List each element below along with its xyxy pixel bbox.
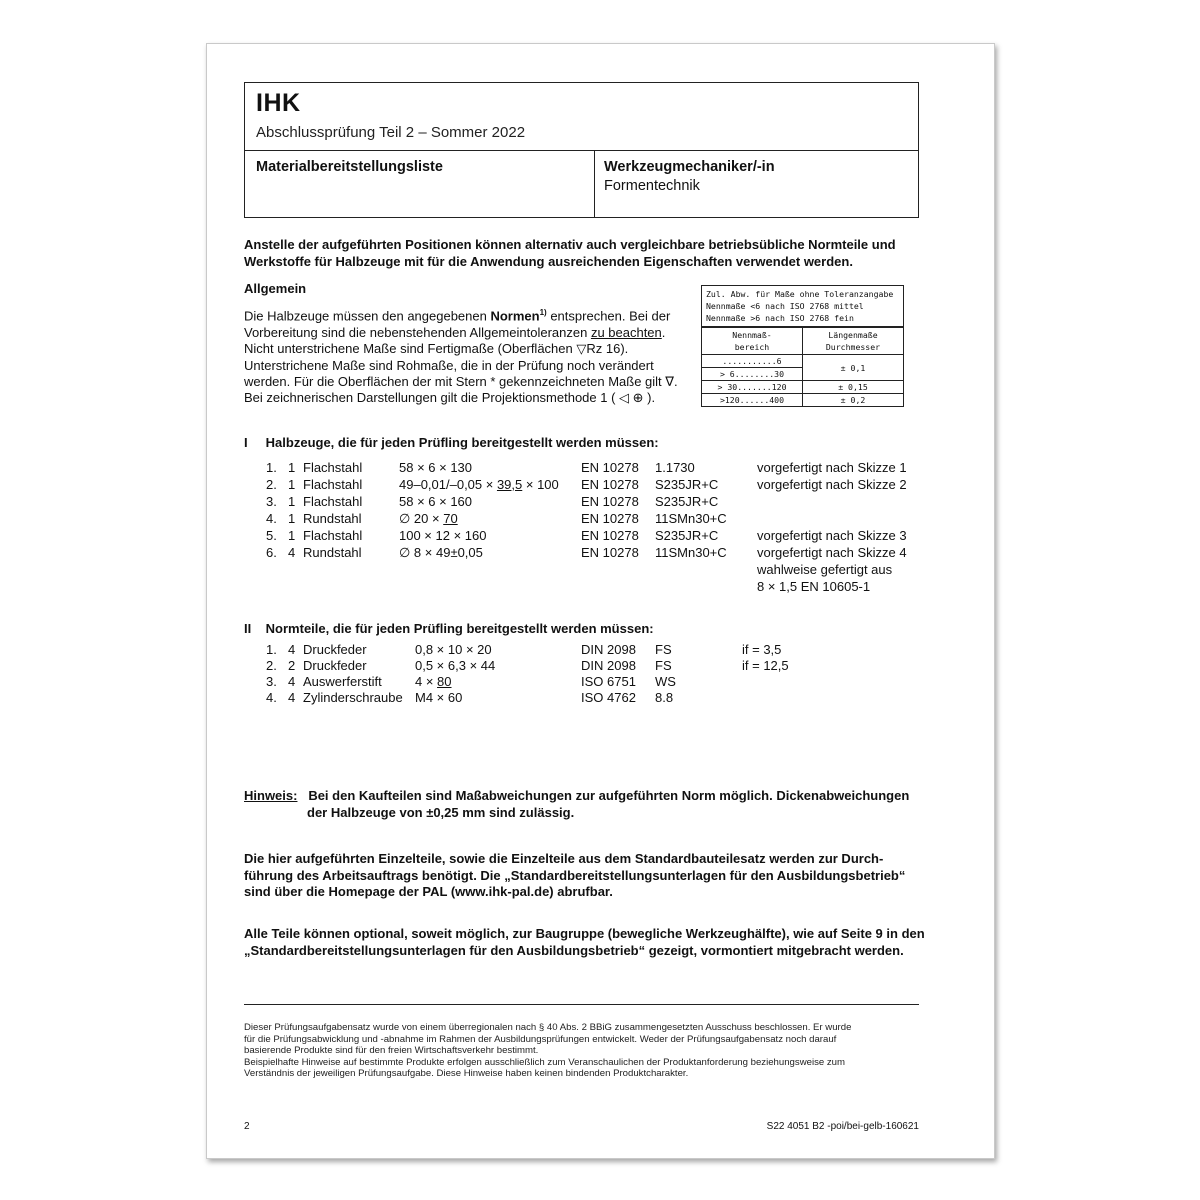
header-top [245,83,918,151]
item-dims [399,477,559,492]
text-underlined: zu beachten [590,324,662,340]
item-name: Flachstahl [303,477,363,492]
item-norm: ISO 6751 [581,674,636,689]
item-material: FS [655,658,672,673]
col-header-values: Längenmaße Durchmesser [803,328,904,355]
paragraph-line: Alle Teile können optional, soweit möglich, zur Baugruppe (bewegliche Werkzeughälfte), wie auf Seite 9 in den [244,926,925,941]
item-name: Auswerferstift [303,674,382,689]
item-pos: 5. [266,528,277,543]
item-dims: ∅ 8 × 49±0,05 [399,545,483,560]
range-cell: > 6........30 [702,368,803,381]
tolerance-header-line: Zul. Abw. für Maße ohne Toleranzangabe [706,289,894,299]
item-norm: EN 10278 [581,545,639,560]
item-pos: 3. [266,674,277,689]
item-material: WS [655,674,676,689]
item-note: vorgefertigt nach Skizze 3 [757,528,907,543]
section-2-title: II Normteile, die für jeden Prüfling bereitgestellt werden müssen: [244,621,654,636]
item-material: 1.1730 [655,460,695,475]
item-norm: EN 10278 [581,494,639,509]
hinweis-line-1 [244,787,934,804]
paragraph-pal [244,851,934,901]
tolerance-header-line: Nennmaße >6 nach ISO 2768 fein [706,313,854,323]
allgemein-line-4: Unterstrichene Maße sind Rohmaße, die in der Prüfung noch verändert [244,357,654,373]
document-code: S22 4051 B2 -poi/bei-gelb-160621 [766,1121,919,1132]
hinweis-block [244,787,934,821]
specialization: Formentechnik [604,178,700,194]
item-material: FS [655,642,672,657]
item-pos: 1. [266,460,277,475]
dims-underlined: 80 [437,674,452,689]
item-name: Rundstahl [303,511,362,526]
item-dims: 58 × 6 × 130 [399,460,473,475]
exam-title: Abschlussprüfung Teil 2 – Sommer 2022 [256,124,526,141]
item-pos: 2. [266,658,277,673]
item-dims: 58 × 6 × 160 [399,494,473,509]
item-norm: EN 10278 [581,528,639,543]
tolerance-grid [702,327,903,406]
item-name: Flachstahl [303,528,363,543]
footer-line: Beispielhafte Hinweise auf bestimmte Produkte erfolgen ausschließlich zum Veranschaulichen der Produktanforderung beziehungsweise zum [244,1056,846,1068]
item-qty: 1 [288,511,296,526]
item-note: if = 12,5 [742,658,789,673]
allgemein-line-1 [244,305,694,325]
footer-line: Verständnis der jeweiligen Prüfungsaufgabe. Diese Hinweise haben keinen bindenden Produktcharakter. [244,1068,689,1079]
paragraph-line: führung des Arbeitsauftrags benötigt. Die „Standardbereitstellungsunterlagen für den Ausbildungsbetrieb“ [244,867,906,883]
footer-line: basierende Produkte sind für den freien Wirtschaftsverkehr bestimmt. [244,1045,539,1056]
header-left-cell [245,150,595,217]
profession: Werkzeugmechaniker/-in [604,159,775,175]
item-qty: 4 [288,545,296,560]
hinweis-line-2: der Halbzeuge von ±0,25 mm sind zulässig. [307,805,575,820]
item-material: S235JR+C [655,528,719,543]
text: Vorbereitung sind die nebenstehenden Allgemeintoleranzen [244,324,591,340]
item-qty: 1 [288,528,296,543]
allgemein-line-2 [244,325,694,341]
item-dims: 0,8 × 10 × 20 [415,642,492,657]
tolerance-header-line: Nennmaße <6 nach ISO 2768 mittel [706,301,864,311]
footnote-mark: 1) [539,308,547,317]
item-name: Druckfeder [303,658,367,673]
item-name: Flachstahl [303,494,363,509]
intro-text: Anstelle der aufgeführten Positionen können alternativ auch vergleichbare betriebsübliche Normteile und Werkstoffe für Halbzeuge mit für die Anwendung ausreichenden Eigenschaften verwendet werden. [244,237,896,269]
range-cell: ...........6 [702,355,803,368]
item-norm: EN 10278 [581,477,639,492]
item-dims [399,511,458,527]
allgemein-title: Allgemein [244,281,307,296]
item-qty: 4 [288,642,296,657]
item-dims: 100 × 12 × 160 [399,528,487,543]
value-cell: ± 0,15 [803,381,904,394]
header-right-cell [594,150,918,217]
item-name: Rundstahl [303,545,362,560]
item-pos: 4. [266,690,277,705]
page-number: 2 [244,1121,250,1132]
col-header-range: Nennmaß- bereich [702,328,803,355]
item-qty: 4 [288,690,296,705]
document-page [206,43,995,1159]
item-norm: EN 10278 [581,460,639,475]
item-note: if = 3,5 [742,642,782,657]
footer-divider [244,1004,919,1005]
dims-underlined: 70 [443,511,458,526]
footer-disclaimer [244,1022,934,1080]
allgemein-line-6: Bei zeichnerischen Darstellungen gilt die Projektionsmethode 1 ( ◁ ⊕ ). [244,390,656,406]
hinweis-text: Bei den Kaufteilen sind Maßabweichungen zur aufgeführten Norm möglich. Dickenabweichungen [308,788,910,803]
item-norm: ISO 4762 [581,690,636,705]
paragraph-line: Die hier aufgeführten Einzelteile, sowie die Einzelteile aus dem Standardbauteilesatz werden zur Durch- [244,851,884,866]
item-qty: 4 [288,674,296,689]
item-dims: M4 × 60 [415,690,463,705]
item-note: wahlweise gefertigt aus [757,562,893,577]
item-note: vorgefertigt nach Skizze 1 [757,460,907,475]
item-qty: 1 [288,460,296,475]
paragraph-line: sind über die Homepage der PAL (www.ihk-pal.de) abrufbar. [244,884,613,899]
text: Die Halbzeuge müssen den angegebenen [244,308,491,324]
item-pos: 1. [266,642,277,657]
text: entsprechen. Bei der [546,308,671,324]
allgemein-line-5: werden. Für die Oberflächen der mit Stern * gekennzeichneten Maße gilt ∇. [244,373,678,389]
item-note: 8 × 1,5 EN 10605-1 [757,579,871,594]
dims-part: ∅ 20 × [399,511,444,526]
item-norm: DIN 2098 [581,642,636,657]
item-note: vorgefertigt nach Skizze 4 [757,545,907,560]
text-bold: Normen [490,308,540,324]
item-name: Druckfeder [303,642,367,657]
item-qty: 1 [288,494,296,509]
item-pos: 2. [266,477,277,492]
item-material: 11SMn30+C [655,545,727,560]
dims-part: 4 × [415,674,438,689]
range-cell: > 30.......120 [702,381,803,394]
item-norm: DIN 2098 [581,658,636,673]
item-norm: EN 10278 [581,511,639,526]
item-material: 8.8 [655,690,674,705]
tolerance-header [702,286,903,327]
item-material: S235JR+C [655,477,719,492]
footer-line: für die Prüfungsabwicklung und -abnahme im Rahmen der Ausbildungsprüfungen entwickelt. Weder der Prüfungsaufgabensatz noch darauf [244,1033,837,1045]
text: . [661,324,666,340]
item-dims [415,674,452,689]
doc-title: Materialbereitstellungsliste [256,159,443,175]
dims-underlined: 39,5 [496,477,523,492]
item-pos: 6. [266,545,277,560]
item-note: vorgefertigt nach Skizze 2 [757,477,907,492]
item-material: 11SMn30+C [655,511,727,526]
allgemein-line-3: Nicht unterstrichene Maße sind Fertigmaße (Oberflächen ▽Rz 16). [244,341,629,357]
item-pos: 4. [266,511,277,526]
org-title: IHK [256,89,301,117]
range-cell: >120......400 [702,394,803,407]
hinweis-label: Hinweis: [244,788,298,803]
header-box [244,82,919,218]
dims-part: × 100 [522,477,559,492]
dims-part: 49–0,01/–0,05 × [399,477,497,492]
value-cell: ± 0,1 [803,355,904,381]
paragraph-line: „Standardbereitstellungsunterlagen für den Ausbildungsbetrieb“ gezeigt, vormontiert mitgebracht werden. [244,942,904,958]
value-cell: ± 0,2 [803,394,904,407]
paragraph-baugruppe [244,926,934,959]
item-material: S235JR+C [655,494,719,509]
allgemein-text [244,305,694,407]
tolerance-table [701,285,904,407]
item-dims: 0,5 × 6,3 × 44 [415,658,496,673]
item-pos: 3. [266,494,277,509]
section-1-title: I Halbzeuge, die für jeden Prüfling bereitgestellt werden müssen: [244,435,659,450]
item-qty: 1 [288,477,296,492]
item-qty: 2 [288,658,296,673]
footer-line: Dieser Prüfungsaufgabensatz wurde von einem überregionalen nach § 40 Abs. 2 BBiG zusammengesetzten Ausschuss beschlossen. Er wurde [244,1022,852,1033]
item-name: Flachstahl [303,460,363,475]
item-name: Zylinderschraube [303,690,403,705]
